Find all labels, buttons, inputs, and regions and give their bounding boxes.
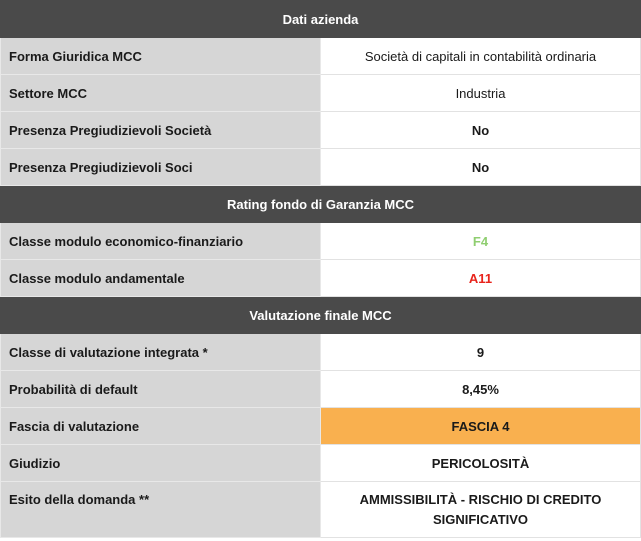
row-value: No bbox=[321, 149, 641, 186]
row-value: Industria bbox=[321, 75, 641, 112]
row-probabilita-default bbox=[1, 371, 641, 408]
row-value: AMMISSIBILITÀ - RISCHIO DI CREDITO SIGNIFICATIVO bbox=[321, 482, 641, 538]
row-forma-giuridica bbox=[1, 38, 641, 75]
section-title: Dati azienda bbox=[1, 1, 641, 38]
row-label: Classe modulo andamentale bbox=[1, 260, 321, 297]
row-pregiudizievoli-soci bbox=[1, 149, 641, 186]
row-andamentale bbox=[1, 260, 641, 297]
section-header-valutazione-finale bbox=[1, 297, 641, 334]
row-label: Presenza Pregiudizievoli Società bbox=[1, 112, 321, 149]
row-label: Probabilità di default bbox=[1, 371, 321, 408]
row-label: Presenza Pregiudizievoli Soci bbox=[1, 149, 321, 186]
rating-class-value-a11: A11 bbox=[321, 260, 641, 297]
row-fascia bbox=[1, 408, 641, 445]
row-classe-integrata bbox=[1, 334, 641, 371]
row-label: Settore MCC bbox=[1, 75, 321, 112]
row-value: 9 bbox=[321, 334, 641, 371]
section-title: Valutazione finale MCC bbox=[1, 297, 641, 334]
row-label: Fascia di valutazione bbox=[1, 408, 321, 445]
section-header-rating-fondo bbox=[1, 186, 641, 223]
row-label: Classe modulo economico-finanziario bbox=[1, 223, 321, 260]
row-label: Giudizio bbox=[1, 445, 321, 482]
row-label: Forma Giuridica MCC bbox=[1, 38, 321, 75]
row-settore bbox=[1, 75, 641, 112]
row-value: 8,45% bbox=[321, 371, 641, 408]
section-header-dati-azienda bbox=[1, 1, 641, 38]
row-value: PERICOLOSITÀ bbox=[321, 445, 641, 482]
row-label: Esito della domanda ** bbox=[1, 482, 321, 538]
row-value: Società di capitali in contabilità ordinaria bbox=[321, 38, 641, 75]
row-economico-finanziario bbox=[1, 223, 641, 260]
section-title: Rating fondo di Garanzia MCC bbox=[1, 186, 641, 223]
row-giudizio bbox=[1, 445, 641, 482]
row-value: No bbox=[321, 112, 641, 149]
row-pregiudizievoli-societa bbox=[1, 112, 641, 149]
rating-class-value-f4: F4 bbox=[321, 223, 641, 260]
row-label: Classe di valutazione integrata * bbox=[1, 334, 321, 371]
row-esito bbox=[1, 482, 641, 538]
fascia-badge: FASCIA 4 bbox=[321, 408, 641, 445]
